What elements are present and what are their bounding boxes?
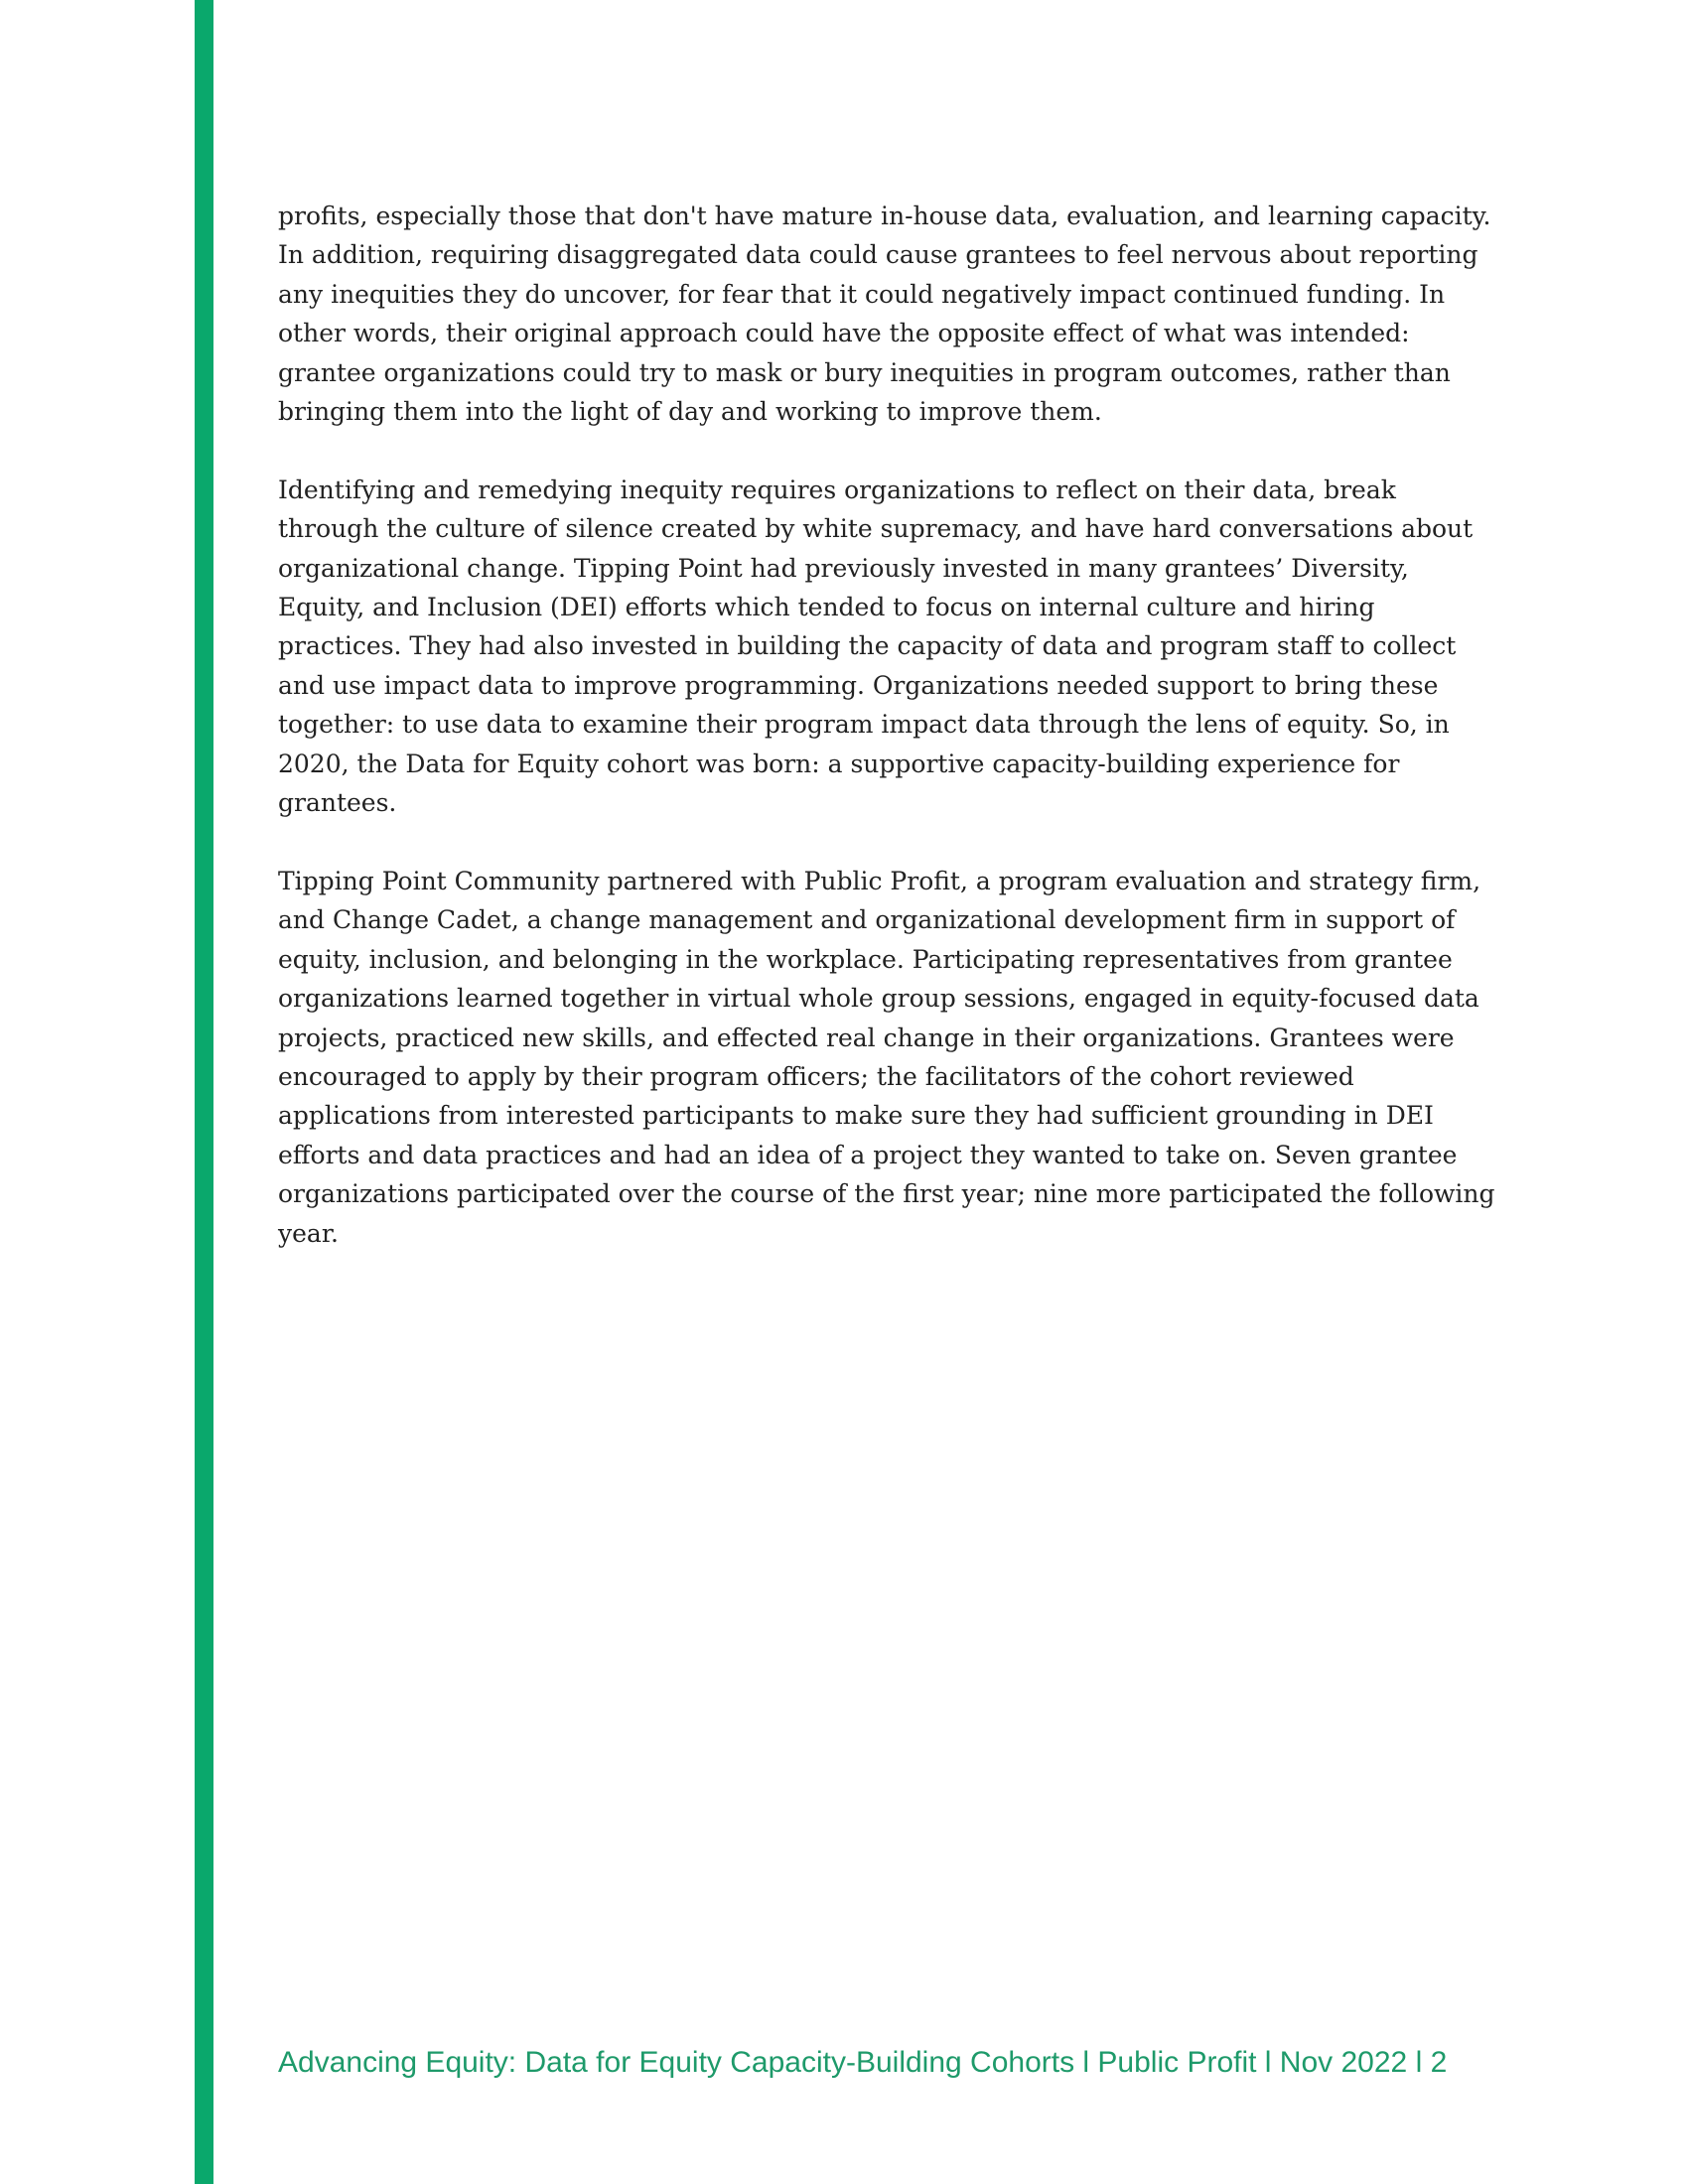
paragraph-2: Identifying and remedying inequity requires organizations to reflect on their data, break through the culture of silence created by white supremacy, and have hard conversations about organizational change. Tipping Point had previously invested in many grantees’ Diversity, Equity, and Inclusion (DEI) efforts which tended to focus on internal culture and hiring practices. They had also invested in building the capacity of data and program staff to collect and use impact data to improve programming. Organizations needed support to bring these together: to use data to examine their program impact data through the lens of equity. So, in 2020, the Data for Equity cohort was born: a supportive capacity-building experience for grantees.	[278, 475, 1474, 818]
body-text	[278, 197, 1499, 1253]
accent-bar	[195, 0, 213, 2184]
paragraph-3: Tipping Point Community partnered with Public Profit, a program evaluation and strategy firm, and Change Cadet, a change management and organizational development firm in support of equity, inclusion, and belonging in the workplace. Participating representatives from grantee organizations learned together in virtual whole group sessions, engaged in equity-focused data projects, practiced new skills, and effected real change in their organizations. Grantees were encouraged to apply by their program officers; the facilitators of the cohort reviewed applications from interested participants to make sure they had sufficient grounding in DEI efforts and data practices and had an idea of a project they wanted to take on. Seven grantee organizations participated over the course of the first year; nine more participated the following year.	[278, 866, 1495, 1248]
paragraph-1: profits, especially those that don't have mature in-house data, evaluation, and learning capacity. In addition, requiring disaggregated data could cause grantees to feel nervous about reporting any inequities they do uncover, for fear that it could negatively impact continued funding. In other words, their original approach could have the opposite effect of what was intended: grantee organizations could try to mask or bury inequities in program outcomes, rather than bringing them into the light of day and working to improve them.	[278, 202, 1491, 427]
page-footer: Advancing Equity: Data for Equity Capacity-Building Cohorts l Public Profit l Nov 2022 l 2	[278, 2046, 1448, 2079]
